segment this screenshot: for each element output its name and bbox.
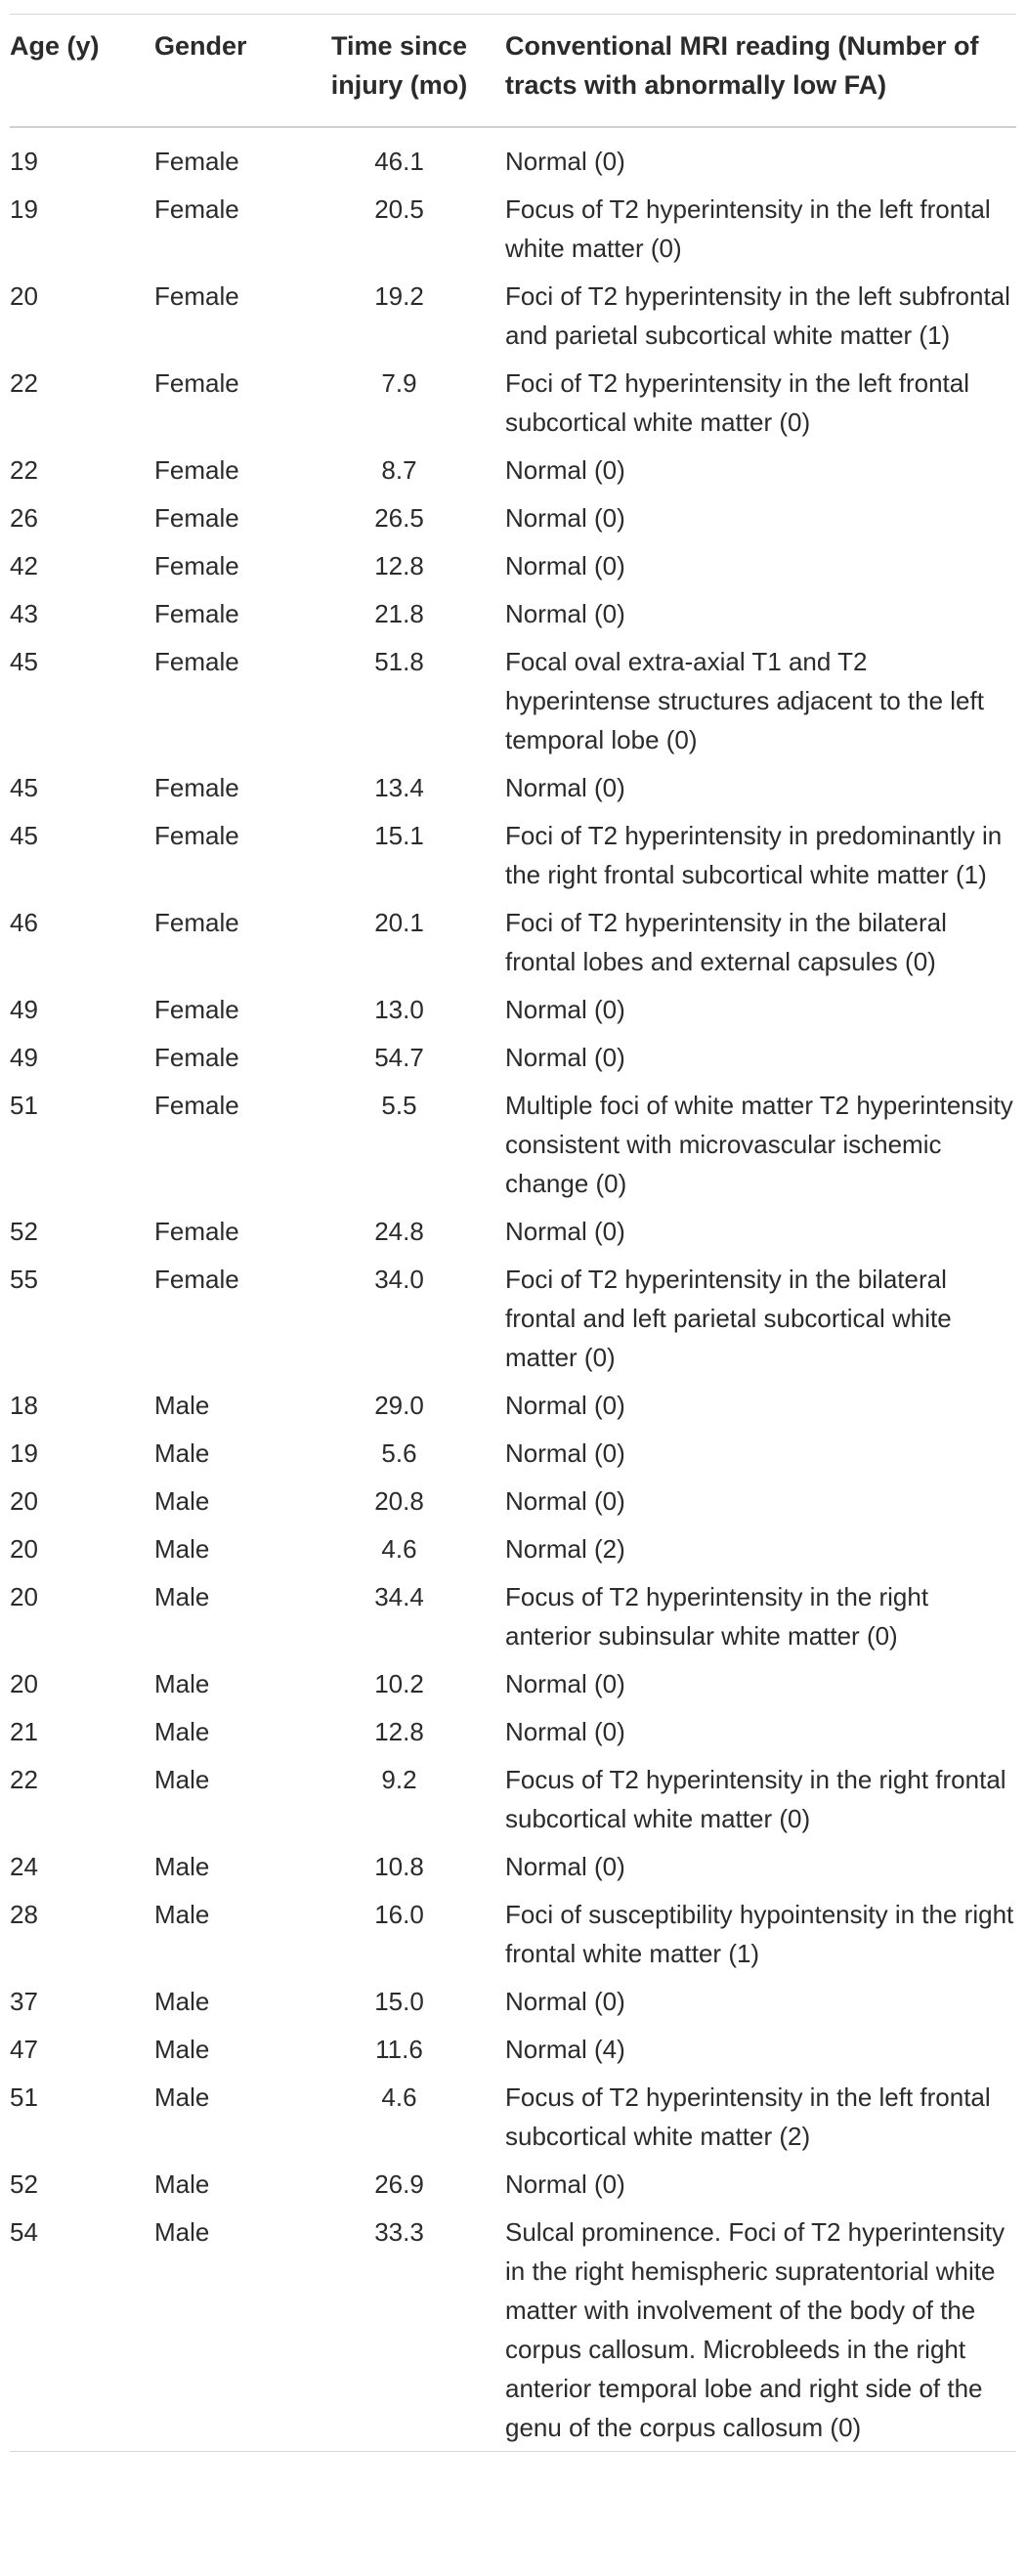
cell-mri-reading: Focus of T2 hyperintensity in the left frontal subcortical white matter (2) bbox=[505, 2082, 991, 2151]
cell-time-since-injury: 4.6 bbox=[381, 2082, 417, 2112]
table-row bbox=[10, 1477, 1016, 1524]
cell-mri-reading: Normal (2) bbox=[505, 1534, 625, 1564]
cell-time-since-injury: 12.8 bbox=[374, 1717, 424, 1746]
table-row bbox=[10, 446, 1016, 494]
cell-age: 52 bbox=[10, 1217, 38, 1246]
table-row bbox=[10, 2160, 1016, 2208]
cell-mri-reading: Normal (0) bbox=[505, 551, 625, 580]
cell-gender: Male bbox=[154, 2217, 210, 2247]
cell-gender: Male bbox=[154, 2035, 210, 2064]
cell-age: 46 bbox=[10, 908, 38, 937]
header-age: Age (y) bbox=[10, 31, 100, 61]
cell-age: 45 bbox=[10, 821, 38, 850]
table-row bbox=[10, 127, 1016, 185]
table-row bbox=[10, 359, 1016, 446]
cell-gender: Male bbox=[154, 1534, 210, 1564]
cell-gender: Male bbox=[154, 1669, 210, 1698]
cell-time-since-injury: 20.1 bbox=[374, 908, 424, 937]
table-row bbox=[10, 1977, 1016, 2025]
cell-age: 51 bbox=[10, 1091, 38, 1120]
cell-mri-reading: Focus of T2 hyperintensity in the right frontal subcortical white matter (0) bbox=[505, 1765, 1006, 1833]
cell-gender: Female bbox=[154, 821, 239, 850]
cell-gender: Male bbox=[154, 1852, 210, 1881]
cell-gender: Male bbox=[154, 1717, 210, 1746]
cell-age: 26 bbox=[10, 503, 38, 533]
cell-age: 45 bbox=[10, 773, 38, 802]
cell-gender: Male bbox=[154, 1765, 210, 1794]
table-row bbox=[10, 1381, 1016, 1429]
cell-gender: Male bbox=[154, 1486, 210, 1516]
cell-mri-reading: Multiple foci of white matter T2 hyperintensity consistent with microvascular ischemic change (0) bbox=[505, 1091, 1013, 1198]
table-row bbox=[10, 1842, 1016, 1890]
table-row bbox=[10, 2208, 1016, 2452]
cell-gender: Female bbox=[154, 147, 239, 176]
cell-mri-reading: Normal (0) bbox=[505, 1669, 625, 1698]
table-header bbox=[10, 15, 1016, 128]
cell-mri-reading: Normal (0) bbox=[505, 1391, 625, 1420]
cell-time-since-injury: 13.4 bbox=[374, 773, 424, 802]
cell-time-since-injury: 15.0 bbox=[374, 1987, 424, 2016]
cell-age: 20 bbox=[10, 1582, 38, 1611]
cell-gender: Male bbox=[154, 1987, 210, 2016]
cell-age: 49 bbox=[10, 995, 38, 1024]
table-row bbox=[10, 637, 1016, 763]
cell-time-since-injury: 10.8 bbox=[374, 1852, 424, 1881]
cell-gender: Male bbox=[154, 2169, 210, 2199]
cell-gender: Male bbox=[154, 1391, 210, 1420]
cell-mri-reading: Normal (0) bbox=[505, 995, 625, 1024]
cell-gender: Female bbox=[154, 773, 239, 802]
cell-time-since-injury: 11.6 bbox=[375, 2035, 423, 2064]
cell-age: 28 bbox=[10, 1900, 38, 1929]
cell-time-since-injury: 19.2 bbox=[374, 281, 424, 311]
table-row bbox=[10, 1033, 1016, 1081]
cell-gender: Male bbox=[154, 1582, 210, 1611]
cell-time-since-injury: 26.5 bbox=[374, 503, 424, 533]
cell-mri-reading: Foci of T2 hyperintensity in the bilateral frontal and left parietal subcortical white matter (0) bbox=[505, 1265, 952, 1372]
cell-mri-reading: Normal (0) bbox=[505, 2169, 625, 2199]
cell-time-since-injury: 20.5 bbox=[374, 194, 424, 224]
cell-time-since-injury: 33.3 bbox=[374, 2217, 424, 2247]
cell-mri-reading: Foci of T2 hyperintensity in the left frontal subcortical white matter (0) bbox=[505, 368, 969, 437]
cell-mri-reading: Foci of T2 hyperintensity in predominantly in the right frontal subcortical white matter (1) bbox=[505, 821, 1003, 889]
table-row bbox=[10, 811, 1016, 898]
cell-mri-reading: Normal (0) bbox=[505, 599, 625, 628]
cell-time-since-injury: 26.9 bbox=[374, 2169, 424, 2199]
table-row bbox=[10, 1255, 1016, 1381]
table-row bbox=[10, 898, 1016, 985]
header-mri-reading: Conventional MRI reading (Number of tracts with abnormally low FA) bbox=[505, 31, 979, 100]
table-row bbox=[10, 1755, 1016, 1842]
cell-gender: Female bbox=[154, 995, 239, 1024]
cell-age: 43 bbox=[10, 599, 38, 628]
cell-gender: Female bbox=[154, 647, 239, 676]
table-row bbox=[10, 2073, 1016, 2160]
table-row bbox=[10, 985, 1016, 1033]
table-row bbox=[10, 541, 1016, 589]
cell-gender: Male bbox=[154, 2082, 210, 2112]
cell-gender: Female bbox=[154, 1043, 239, 1072]
table-row bbox=[10, 1081, 1016, 1207]
cell-time-since-injury: 13.0 bbox=[374, 995, 424, 1024]
cell-mri-reading: Foci of T2 hyperintensity in the left subfrontal and parietal subcortical white matter (1) bbox=[505, 281, 1010, 350]
cell-time-since-injury: 24.8 bbox=[374, 1217, 424, 1246]
cell-time-since-injury: 12.8 bbox=[374, 551, 424, 580]
cell-age: 54 bbox=[10, 2217, 38, 2247]
cell-mri-reading: Normal (0) bbox=[505, 1217, 625, 1246]
cell-age: 24 bbox=[10, 1852, 38, 1881]
cell-gender: Female bbox=[154, 503, 239, 533]
cell-mri-reading: Normal (0) bbox=[505, 147, 625, 176]
cell-gender: Female bbox=[154, 599, 239, 628]
cell-time-since-injury: 51.8 bbox=[374, 647, 424, 676]
cell-age: 19 bbox=[10, 194, 38, 224]
cell-gender: Female bbox=[154, 1265, 239, 1294]
cell-age: 55 bbox=[10, 1265, 38, 1294]
cell-time-since-injury: 15.1 bbox=[374, 821, 424, 850]
cell-time-since-injury: 34.4 bbox=[374, 1582, 424, 1611]
cell-gender: Male bbox=[154, 1900, 210, 1929]
cell-time-since-injury: 20.8 bbox=[374, 1486, 424, 1516]
cell-gender: Female bbox=[154, 1217, 239, 1246]
cell-time-since-injury: 7.9 bbox=[381, 368, 417, 398]
header-gender: Gender bbox=[154, 31, 247, 61]
cell-gender: Female bbox=[154, 908, 239, 937]
cell-mri-reading: Normal (0) bbox=[505, 1987, 625, 2016]
cell-mri-reading: Sulcal prominence. Foci of T2 hyperintensity in the right hemispheric supratentorial white matter with involvement of the body of the corpus callosum. Microbleeds in the right anterior temporal lobe and right side of the genu of the corpus callosum (0) bbox=[505, 2217, 1006, 2442]
cell-age: 19 bbox=[10, 147, 38, 176]
cell-age: 21 bbox=[10, 1717, 38, 1746]
table-row bbox=[10, 1207, 1016, 1255]
cell-age: 49 bbox=[10, 1043, 38, 1072]
header-row bbox=[10, 15, 1016, 128]
cell-time-since-injury: 10.2 bbox=[374, 1669, 424, 1698]
cell-time-since-injury: 16.0 bbox=[374, 1900, 424, 1929]
cell-time-since-injury: 21.8 bbox=[374, 599, 424, 628]
cell-age: 20 bbox=[10, 1486, 38, 1516]
cell-mri-reading: Focus of T2 hyperintensity in the right anterior subinsular white matter (0) bbox=[505, 1582, 929, 1651]
table-row bbox=[10, 2025, 1016, 2073]
table-row bbox=[10, 1429, 1016, 1477]
cell-age: 52 bbox=[10, 2169, 38, 2199]
cell-age: 47 bbox=[10, 2035, 38, 2064]
cell-time-since-injury: 4.6 bbox=[381, 1534, 417, 1564]
cell-age: 19 bbox=[10, 1438, 38, 1468]
cell-gender: Female bbox=[154, 368, 239, 398]
cell-gender: Female bbox=[154, 281, 239, 311]
table-row bbox=[10, 1572, 1016, 1659]
cell-age: 45 bbox=[10, 647, 38, 676]
cell-time-since-injury: 9.2 bbox=[381, 1765, 417, 1794]
cell-mri-reading: Normal (0) bbox=[505, 455, 625, 485]
cell-mri-reading: Normal (0) bbox=[505, 773, 625, 802]
table-body bbox=[10, 127, 1016, 2452]
cell-age: 22 bbox=[10, 1765, 38, 1794]
table-row bbox=[10, 494, 1016, 541]
cell-age: 22 bbox=[10, 455, 38, 485]
cell-age: 18 bbox=[10, 1391, 38, 1420]
patient-table bbox=[10, 14, 1016, 2452]
table-row bbox=[10, 1659, 1016, 1707]
cell-mri-reading: Normal (0) bbox=[505, 1717, 625, 1746]
header-time-since-injury: Time since injury (mo) bbox=[330, 31, 468, 100]
cell-gender: Female bbox=[154, 551, 239, 580]
table-row bbox=[10, 1890, 1016, 1977]
cell-mri-reading: Focal oval extra-axial T1 and T2 hyperintense structures adjacent to the left temporal lobe (0) bbox=[505, 647, 984, 754]
cell-mri-reading: Normal (0) bbox=[505, 1438, 625, 1468]
cell-age: 20 bbox=[10, 1669, 38, 1698]
cell-mri-reading: Normal (0) bbox=[505, 1486, 625, 1516]
cell-mri-reading: Normal (0) bbox=[505, 1852, 625, 1881]
cell-time-since-injury: 46.1 bbox=[374, 147, 424, 176]
cell-mri-reading: Normal (0) bbox=[505, 503, 625, 533]
cell-gender: Female bbox=[154, 455, 239, 485]
table-row bbox=[10, 185, 1016, 272]
cell-mri-reading: Normal (4) bbox=[505, 2035, 625, 2064]
cell-time-since-injury: 5.5 bbox=[381, 1091, 417, 1120]
cell-age: 37 bbox=[10, 1987, 38, 2016]
table-row bbox=[10, 272, 1016, 359]
cell-time-since-injury: 54.7 bbox=[374, 1043, 424, 1072]
table-row bbox=[10, 589, 1016, 637]
cell-mri-reading: Foci of T2 hyperintensity in the bilateral frontal lobes and external capsules (0) bbox=[505, 908, 947, 976]
cell-gender: Female bbox=[154, 1091, 239, 1120]
cell-mri-reading: Foci of susceptibility hypointensity in the right frontal white matter (1) bbox=[505, 1900, 1014, 1968]
table-row bbox=[10, 1707, 1016, 1755]
cell-time-since-injury: 8.7 bbox=[381, 455, 417, 485]
cell-gender: Female bbox=[154, 194, 239, 224]
table-row bbox=[10, 1524, 1016, 1572]
table-row bbox=[10, 763, 1016, 811]
cell-mri-reading: Normal (0) bbox=[505, 1043, 625, 1072]
cell-time-since-injury: 29.0 bbox=[374, 1391, 424, 1420]
cell-age: 20 bbox=[10, 1534, 38, 1564]
cell-mri-reading: Focus of T2 hyperintensity in the left frontal white matter (0) bbox=[505, 194, 991, 263]
cell-age: 42 bbox=[10, 551, 38, 580]
cell-age: 22 bbox=[10, 368, 38, 398]
cell-gender: Male bbox=[154, 1438, 210, 1468]
cell-age: 20 bbox=[10, 281, 38, 311]
cell-age: 51 bbox=[10, 2082, 38, 2112]
cell-time-since-injury: 34.0 bbox=[374, 1265, 424, 1294]
cell-time-since-injury: 5.6 bbox=[381, 1438, 417, 1468]
